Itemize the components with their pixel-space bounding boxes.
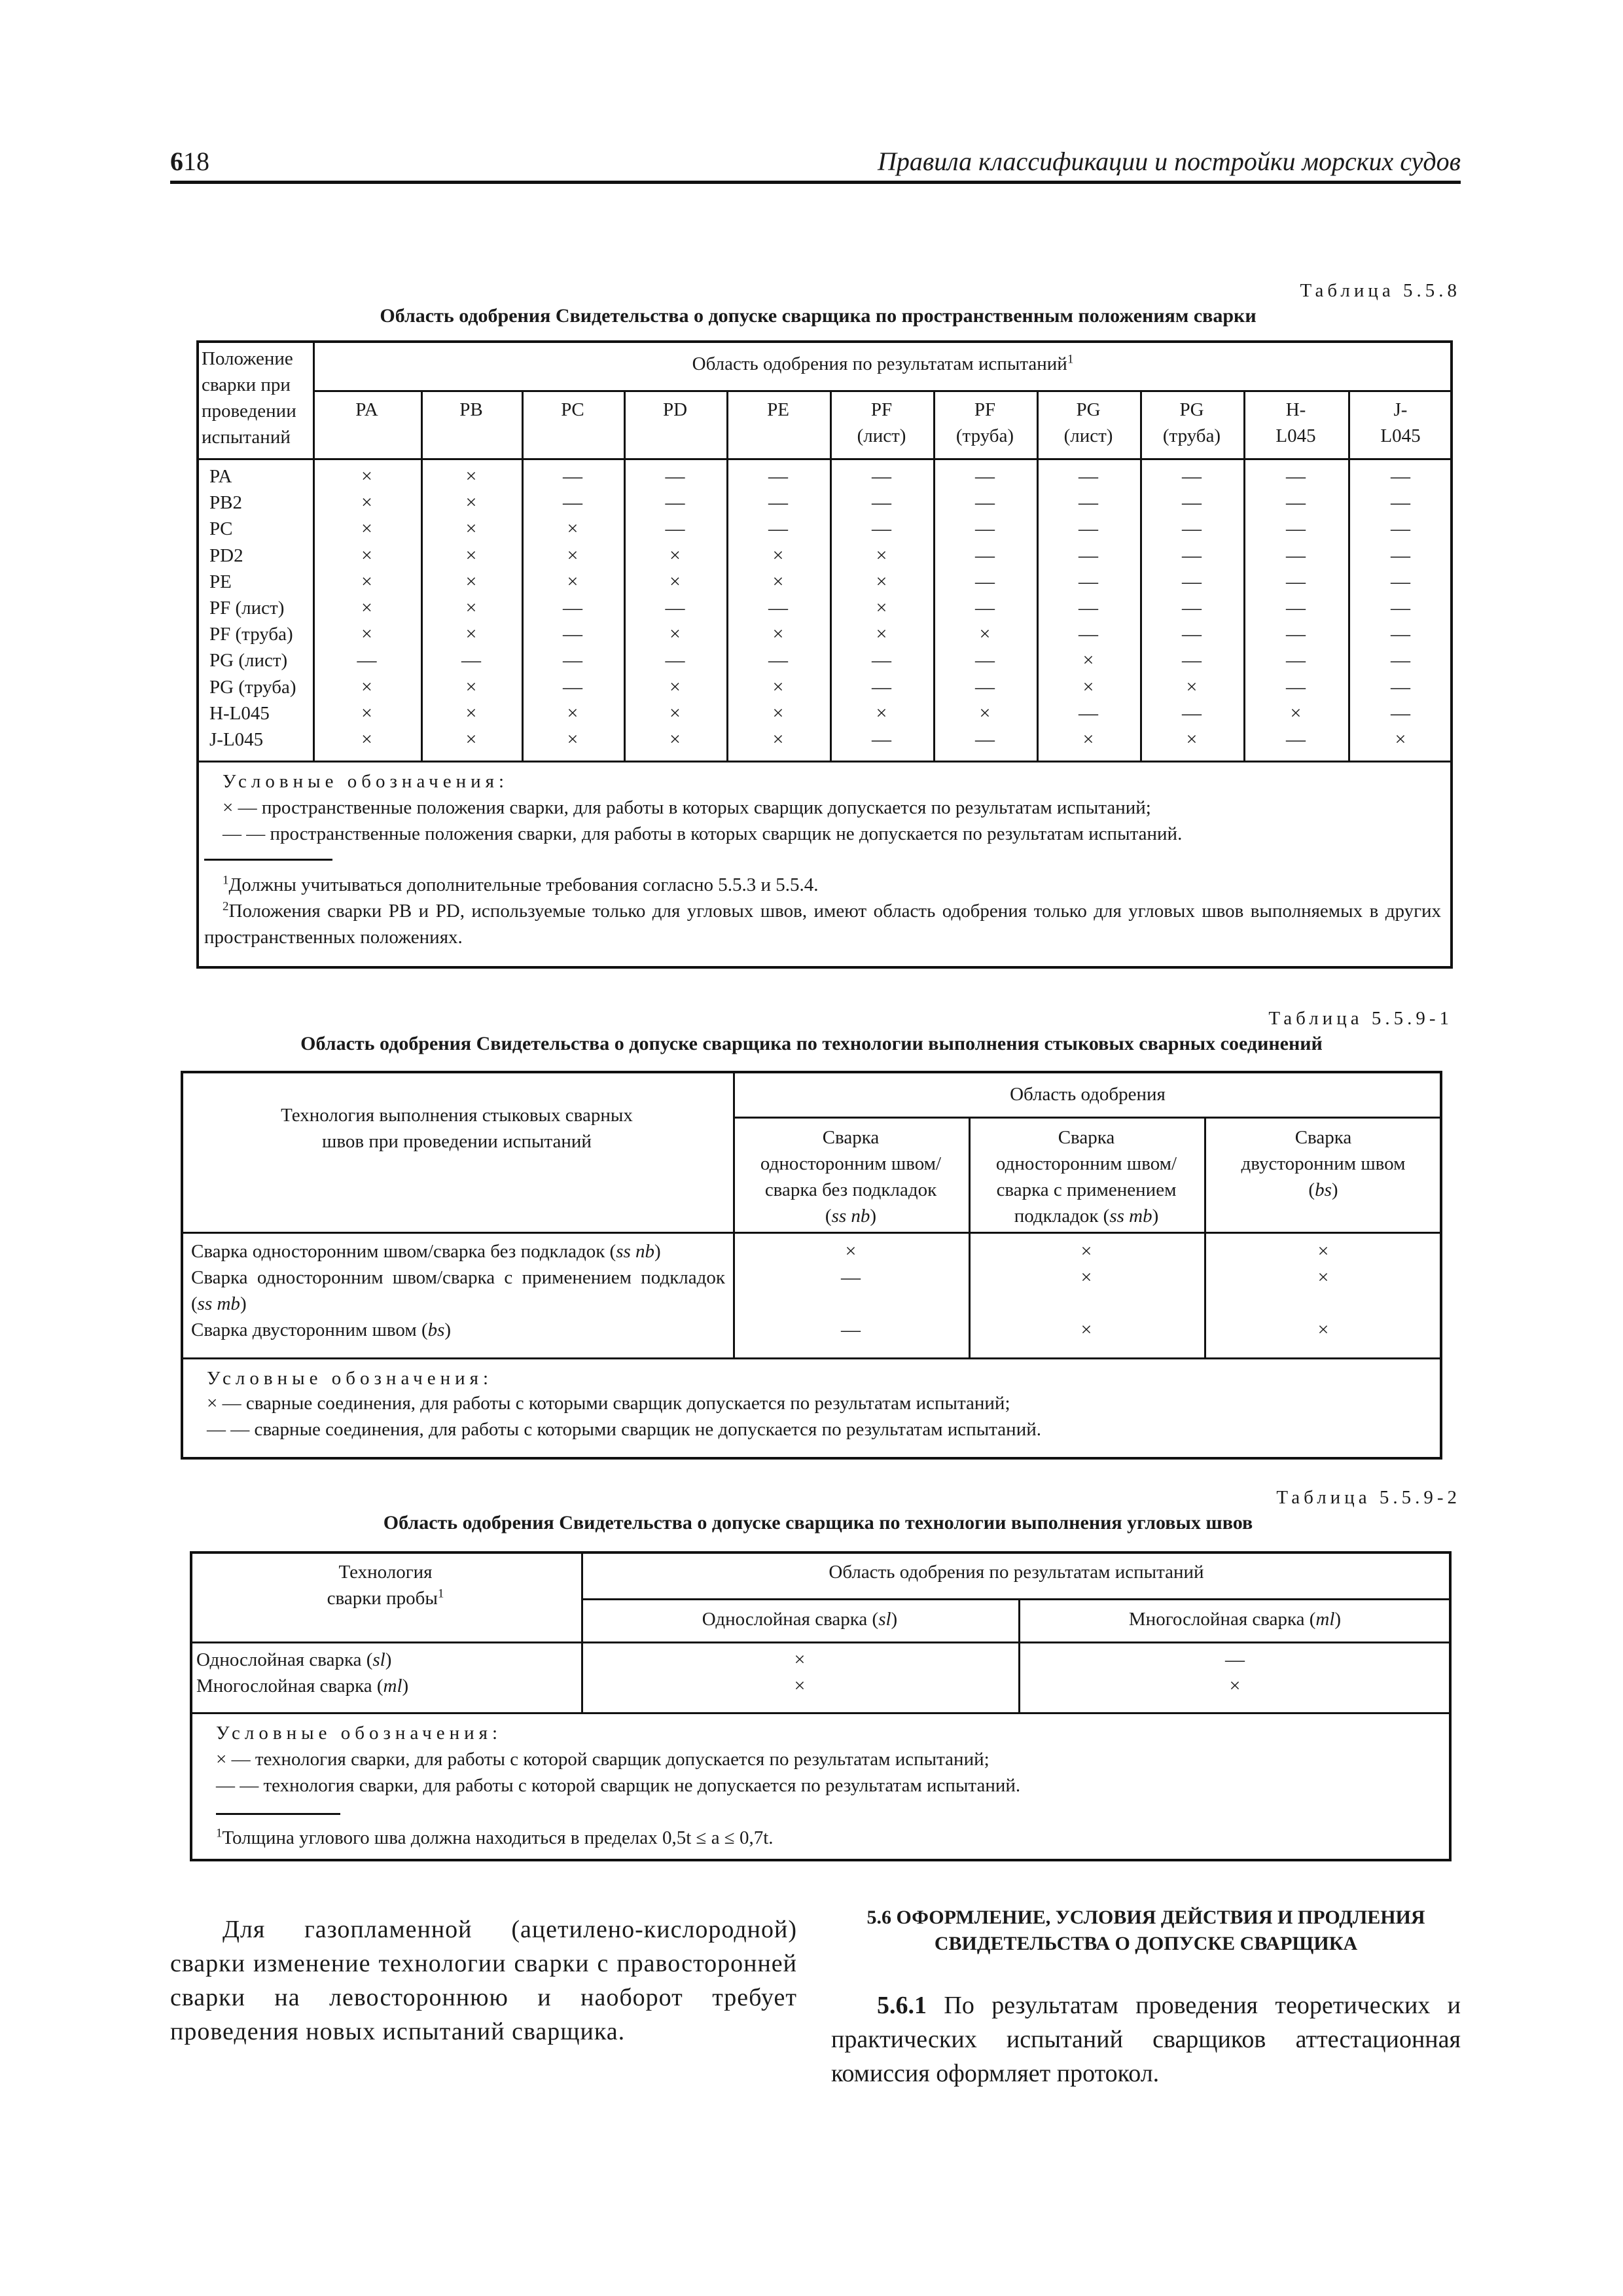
table-cell-mark: ×	[1080, 1240, 1092, 1262]
table-cell-mark: —	[1391, 623, 1410, 645]
table-cell-mark: ×	[876, 597, 887, 619]
table-cell-mark: ×	[669, 675, 681, 698]
row-header: Положение сварки при проведении испытаний	[202, 348, 296, 448]
column-header	[522, 397, 624, 423]
legend-line: — — пространственные положения сварки, для работы в которых сварщик не допускается по результатам испытаний.	[223, 823, 1183, 844]
row-label: Сварка односторонним швом/сварка с применением подкладок (ss mb)	[191, 1267, 725, 1314]
column-header-line: PF	[974, 399, 996, 420]
column-header-line: (лист)	[857, 425, 906, 446]
table-cell-mark: —	[1391, 465, 1410, 487]
table-cell-mark: —	[975, 649, 995, 672]
table-cell-mark: ×	[465, 675, 477, 698]
column-header	[1348, 397, 1453, 449]
footnote-text: Толщина углового шва должна находиться в пределах 0,5t ≤ a ≤ 0,7t.	[222, 1827, 774, 1848]
footnote	[216, 1825, 1394, 1851]
row-label: PG (лист)	[209, 650, 288, 672]
column-header-line: PF	[870, 399, 893, 420]
table-cell-mark: ×	[361, 728, 372, 750]
footnote	[204, 898, 1441, 950]
table-cell-mark: —	[563, 465, 582, 487]
table-cell-mark: ×	[1082, 728, 1094, 750]
table-cell-mark: ×	[1082, 649, 1094, 672]
row-label: J-L045	[209, 729, 264, 750]
table-cell-mark: —	[1286, 623, 1306, 645]
footnote	[223, 872, 1440, 898]
table-cell-mark: —	[1286, 649, 1306, 672]
rule-line	[196, 458, 1453, 460]
table-cell-mark: —	[1286, 728, 1306, 750]
table1-title: Область одобрения Свидетельства о допуске сварщика по пространственным положениям сварки	[380, 305, 1257, 327]
table-cell-mark: —	[975, 518, 995, 540]
table-cell-mark: —	[872, 728, 891, 750]
table-cell-mark: —	[1079, 623, 1098, 645]
group-header-text: Область одобрения по результатам испытаний	[692, 353, 1067, 374]
row-header-line: сварки пробы$^1$	[327, 1587, 444, 1609]
abbr: sl	[878, 1609, 891, 1630]
table-cell-mark: —	[1182, 544, 1202, 566]
table-cell-mark: ×	[1395, 728, 1406, 750]
table-cell-mark: ×	[465, 597, 477, 619]
table-cell-mark: —	[1391, 544, 1410, 566]
abbr: ss nb	[831, 1206, 870, 1227]
table-cell-mark: ×	[361, 702, 372, 724]
column-header-line: L045	[1380, 425, 1421, 446]
rule-line	[190, 1712, 1452, 1714]
abbr: ml	[1315, 1609, 1335, 1630]
table-cell-mark: —	[975, 544, 995, 566]
column-header-line: (труба)	[955, 425, 1014, 446]
column-header-line: двусторонним швом	[1241, 1153, 1406, 1174]
page-header	[170, 143, 1461, 184]
column-header-line: Сварка	[1294, 1127, 1352, 1148]
footnote-mark: 1	[437, 1587, 444, 1601]
footnote-mark: 2	[223, 899, 229, 914]
row-label: PB2	[209, 492, 242, 514]
row-label: PD2	[209, 545, 243, 566]
column-header	[1243, 397, 1348, 449]
footnote-text: Положения сварки PB и PD, используемые только для угловых швов, имеют область одобрения только для угловых швов выполняемых в других пространственных положениях.	[204, 901, 1441, 948]
abbr: ss nb	[616, 1241, 655, 1262]
column-header-line: Сварка	[822, 1127, 880, 1148]
legend-title	[207, 1365, 493, 1391]
legend-line: — — сварные соединения, для работы с которыми сварщик не допускается по результатам испытаний.	[207, 1419, 1041, 1440]
column-header	[1037, 397, 1140, 449]
legend-title-text: Условные обозначения:	[216, 1723, 503, 1744]
table-cell-mark: ×	[669, 702, 681, 724]
column-header	[726, 397, 830, 423]
table-cell-mark: —	[768, 518, 788, 540]
table-cell-mark: ×	[876, 570, 887, 592]
table-cell-mark: —	[665, 492, 685, 514]
table-cell-mark: —	[665, 597, 685, 619]
table-cell-mark: ×	[876, 544, 887, 566]
row-label: PG (труба)	[209, 676, 296, 698]
table-cell-mark: ×	[361, 597, 372, 619]
footnote-mark: 1	[216, 1826, 223, 1840]
table-cell-mark: ×	[1290, 702, 1302, 724]
table-cell-mark: ×	[567, 702, 579, 724]
table-cell-mark: —	[1286, 518, 1306, 540]
table-cell-mark: —	[872, 492, 891, 514]
table-cell-mark: ×	[669, 544, 681, 566]
row-header: Технология выполнения стыковых сварных швов при проведении испытаний	[281, 1105, 633, 1152]
rule-line	[313, 390, 1453, 392]
rule-line	[196, 761, 1453, 762]
table-cell-mark: —	[975, 465, 995, 487]
table-cell-mark: —	[872, 649, 891, 672]
column-header-line: PD	[662, 399, 688, 420]
table-cell-mark: ×	[567, 570, 579, 592]
legend-title	[223, 768, 508, 795]
column-header-line: сварка без подкладок	[764, 1179, 937, 1200]
column-header-line: L045	[1275, 425, 1316, 446]
column-header	[733, 1124, 969, 1229]
column-header	[830, 397, 933, 449]
table-cell-mark: ×	[979, 702, 991, 724]
column-header: Однослойная сварка (sl)	[702, 1609, 898, 1630]
table-cell-mark: ×	[465, 544, 477, 566]
table-cell-mark: ×	[1317, 1319, 1329, 1340]
footnote-rule	[216, 1813, 340, 1815]
table-cell-mark: ×	[567, 544, 579, 566]
table-cell-mark: —	[768, 492, 788, 514]
column-header-line: односторонним швом/	[995, 1153, 1177, 1174]
column-header	[969, 1124, 1204, 1229]
table-cell-mark: ×	[1186, 675, 1198, 698]
legend-title-text: Условные обозначения:	[223, 771, 509, 792]
table-cell-mark: —	[1079, 544, 1098, 566]
table-cell-mark: —	[768, 465, 788, 487]
group-header: Область одобрения	[1010, 1084, 1166, 1105]
column-header	[933, 397, 1037, 449]
section-heading: 5.6 ОФОРМЛЕНИЕ, УСЛОВИЯ ДЕЙСТВИЯ И ПРОДЛЕНИЯ СВИДЕТЕЛЬСТВА О ДОПУСКЕ СВАРЩИКА	[866, 1907, 1425, 1954]
table-cell-mark: —	[1079, 518, 1098, 540]
column-header-line: (bs)	[1308, 1179, 1338, 1200]
table-cell-mark: —	[461, 649, 481, 672]
row-label: Многослойная сварка (ml)	[196, 1676, 409, 1696]
footnote-rule	[204, 859, 332, 861]
footnote-mark: 1	[223, 873, 229, 888]
table2-label: Таблица 5.5.9-1	[1268, 1008, 1453, 1029]
column-header-line: J-	[1393, 399, 1408, 420]
rule-line	[181, 1357, 1442, 1359]
table-cell-mark: —	[872, 518, 891, 540]
table-cell-mark: —	[1391, 702, 1410, 724]
table-cell-mark: —	[1182, 702, 1202, 724]
legend-line: × — сварные соединения, для работы с которыми сварщик допускается по результатам испытаний;	[207, 1393, 1010, 1414]
table-cell-mark: —	[1182, 623, 1202, 645]
table-cell-mark: —	[1391, 675, 1410, 698]
table-cell-mark: —	[1182, 597, 1202, 619]
table-cell-mark: ×	[979, 623, 991, 645]
abbr: sl	[372, 1649, 385, 1670]
row-label: PC	[209, 518, 233, 540]
abbr: bs	[1315, 1179, 1332, 1200]
column-header-line: PC	[561, 399, 584, 420]
table-cell-mark: ×	[1317, 1240, 1329, 1262]
column-header-line: (труба)	[1162, 425, 1221, 446]
rule-line	[190, 1641, 1452, 1643]
table-cell-mark: ×	[876, 702, 887, 724]
footnote-text: Должны учитываться дополнительные требования согласно 5.5.3 и 5.5.4.	[228, 874, 819, 895]
table-cell-mark: ×	[876, 623, 887, 645]
abbr: bs	[427, 1319, 445, 1340]
column-header	[1140, 397, 1243, 449]
table-cell-mark: ×	[772, 570, 784, 592]
row-label: H-L045	[209, 702, 270, 724]
table-cell-mark: ×	[1082, 675, 1094, 698]
legend-line: × — пространственные положения сварки, для работы в которых сварщик допускается по результатам испытаний;	[223, 797, 1151, 818]
table2-title: Область одобрения Свидетельства о допуске сварщика по технологии выполнения стыковых сварных соединений	[300, 1033, 1323, 1054]
legend-title-text: Условные обозначения:	[207, 1368, 493, 1389]
left-paragraph: Для газопламенной (ацетилено-кислородной) сварки изменение технологии сварки с правосторонней сварки на левостороннюю и наоборот требует проведения новых испытаний сварщика.	[170, 1916, 797, 2045]
table-cell-mark: —	[1286, 675, 1306, 698]
table-cell-mark: ×	[669, 570, 681, 592]
table3-label: Таблица 5.5.9-2	[1276, 1487, 1461, 1508]
table-cell-mark: —	[1391, 649, 1410, 672]
table-cell-mark: —	[1391, 492, 1410, 514]
table-cell-mark: —	[872, 465, 891, 487]
group-header: Область одобрения по результатам испытаний	[829, 1562, 1204, 1583]
column-header-line: PE	[767, 399, 789, 420]
table-cell-mark: —	[975, 492, 995, 514]
table-cell-mark: ×	[1080, 1319, 1092, 1340]
table-cell-mark: ×	[567, 728, 579, 750]
table-cell-mark: ×	[794, 1675, 806, 1696]
table-cell-mark: —	[768, 649, 788, 672]
table-cell-mark: —	[1079, 702, 1098, 724]
column-header: Многослойная сварка (ml)	[1128, 1609, 1342, 1630]
table-cell-mark: —	[665, 465, 685, 487]
row-label: PF (труба)	[209, 624, 293, 645]
table-cell-mark: ×	[465, 492, 477, 514]
table-cell-mark: ×	[772, 728, 784, 750]
table-cell-mark: ×	[772, 702, 784, 724]
table-cell-mark: —	[563, 649, 582, 672]
column-header-line: PA	[355, 399, 378, 420]
table-cell-mark: —	[841, 1319, 861, 1340]
table-cell-mark: —	[1286, 597, 1306, 619]
table-cell-mark: —	[563, 597, 582, 619]
clause-text: По результатам проведения теоретических и практических испытаний сварщиков аттестационная комиссия оформляет протокол.	[831, 1992, 1461, 2087]
table-cell-mark: ×	[1229, 1675, 1241, 1696]
table-cell-mark: —	[1391, 597, 1410, 619]
row-label: PA	[209, 466, 232, 487]
rule-line	[181, 1232, 1442, 1234]
row-header-line: Технология	[338, 1562, 433, 1583]
running-title: Правила классификации и постройки морских судов	[877, 147, 1461, 176]
column-header-line: сварка с применением	[996, 1179, 1177, 1200]
column-header-line: PG	[1179, 399, 1204, 420]
table-cell-mark: —	[975, 597, 995, 619]
row-label: Сварка односторонним швом/сварка без подкладок (ss nb)	[191, 1241, 661, 1262]
table-cell-mark: ×	[772, 623, 784, 645]
table-cell-mark: ×	[772, 675, 784, 698]
table-cell-mark: —	[1182, 465, 1202, 487]
table3-title: Область одобрения Свидетельства о допуске сварщика по технологии выполнения угловых швов	[383, 1512, 1253, 1534]
table-cell-mark: ×	[465, 518, 477, 540]
table-cell-mark: —	[563, 675, 582, 698]
table1-label: Таблица 5.5.8	[1300, 280, 1461, 301]
legend-line: — — технология сварки, для работы с которой сварщик не допускается по результатам испытаний.	[216, 1775, 1021, 1796]
table-cell-mark: —	[1182, 518, 1202, 540]
table-cell-mark: —	[1079, 597, 1098, 619]
table-cell-mark: ×	[772, 544, 784, 566]
table-cell-mark: —	[1286, 492, 1306, 514]
table-cell-mark: ×	[669, 623, 681, 645]
column-header-line: Сварка	[1058, 1127, 1115, 1148]
row-label: Однослойная сварка (sl)	[196, 1649, 392, 1670]
table-cell-mark: ×	[465, 623, 477, 645]
table-cell-mark: —	[975, 675, 995, 698]
row-label: PF (лист)	[209, 598, 285, 619]
table-cell-mark: —	[1079, 465, 1098, 487]
table-cell-mark: —	[1182, 649, 1202, 672]
table-cell-mark: ×	[1317, 1266, 1329, 1288]
column-header	[421, 397, 522, 423]
column-header	[1204, 1124, 1442, 1203]
table-cell-mark: —	[1225, 1649, 1245, 1670]
table-cell-mark: ×	[1186, 728, 1198, 750]
table-cell-mark: —	[357, 649, 377, 672]
table-cell-mark: ×	[845, 1240, 857, 1262]
table-cell-mark: —	[975, 728, 995, 750]
table-cell-mark: ×	[1080, 1266, 1092, 1288]
table-cell-mark: —	[1182, 492, 1202, 514]
table-cell-mark: —	[1286, 465, 1306, 487]
column-header-line: односторонним швом/	[760, 1153, 942, 1174]
column-header-line: H-	[1285, 399, 1306, 420]
column-header-line: PB	[459, 399, 483, 420]
abbr: ss mb	[1109, 1206, 1152, 1227]
table-cell-mark: ×	[361, 544, 372, 566]
table-cell-mark: —	[1079, 570, 1098, 592]
table-cell-mark: —	[665, 649, 685, 672]
abbr: ml	[383, 1676, 402, 1696]
column-header	[624, 397, 726, 423]
legend-title	[216, 1720, 502, 1746]
table-cell-mark: ×	[567, 518, 579, 540]
table-cell-mark: —	[872, 675, 891, 698]
table-cell-mark: —	[563, 623, 582, 645]
column-header-line: PG	[1076, 399, 1101, 420]
column-header	[313, 397, 421, 423]
table-cell-mark: ×	[361, 492, 372, 514]
table-cell-mark: ×	[465, 728, 477, 750]
table-cell-mark: —	[768, 597, 788, 619]
table-cell-mark: —	[1391, 570, 1410, 592]
table-cell-mark: ×	[361, 465, 372, 487]
table-cell-mark: —	[1079, 492, 1098, 514]
right-paragraph	[831, 1988, 1461, 2090]
table-cell-mark: —	[975, 570, 995, 592]
row-header	[190, 1559, 581, 1611]
table-cell-mark: —	[841, 1266, 861, 1288]
rule-line	[733, 1117, 1442, 1119]
table-cell-mark: —	[1286, 570, 1306, 592]
row-label: Сварка двусторонним швом (bs)	[191, 1319, 452, 1340]
legend-line: × — технология сварки, для работы с которой сварщик допускается по результатам испытаний;	[216, 1749, 990, 1770]
column-header-line: (ss nb)	[825, 1206, 877, 1227]
footnote-mark: 1	[1067, 352, 1074, 367]
table-cell-mark: ×	[794, 1649, 806, 1670]
table-cell-mark: ×	[465, 702, 477, 724]
clause-number: 5.6.1	[877, 1992, 927, 2019]
table-cell-mark: ×	[465, 570, 477, 592]
table-cell-mark: ×	[361, 675, 372, 698]
table-cell-mark: —	[1391, 518, 1410, 540]
table-cell-mark: ×	[361, 518, 372, 540]
page-number: 618	[170, 147, 209, 176]
column-header-line: (лист)	[1063, 425, 1113, 446]
column-header-line: подкладок (ss mb)	[1014, 1206, 1159, 1227]
rule-line	[581, 1598, 1452, 1600]
table-cell-mark: —	[1182, 570, 1202, 592]
abbr: ss mb	[197, 1293, 240, 1314]
table-cell-mark: ×	[669, 728, 681, 750]
table-cell-mark: —	[665, 518, 685, 540]
table-cell-mark: ×	[465, 465, 477, 487]
row-label: PE	[209, 571, 232, 592]
group-header	[313, 351, 1453, 377]
table-cell-mark: —	[563, 492, 582, 514]
table-cell-mark: ×	[361, 623, 372, 645]
table-cell-mark: ×	[361, 570, 372, 592]
table-cell-mark: —	[1286, 544, 1306, 566]
